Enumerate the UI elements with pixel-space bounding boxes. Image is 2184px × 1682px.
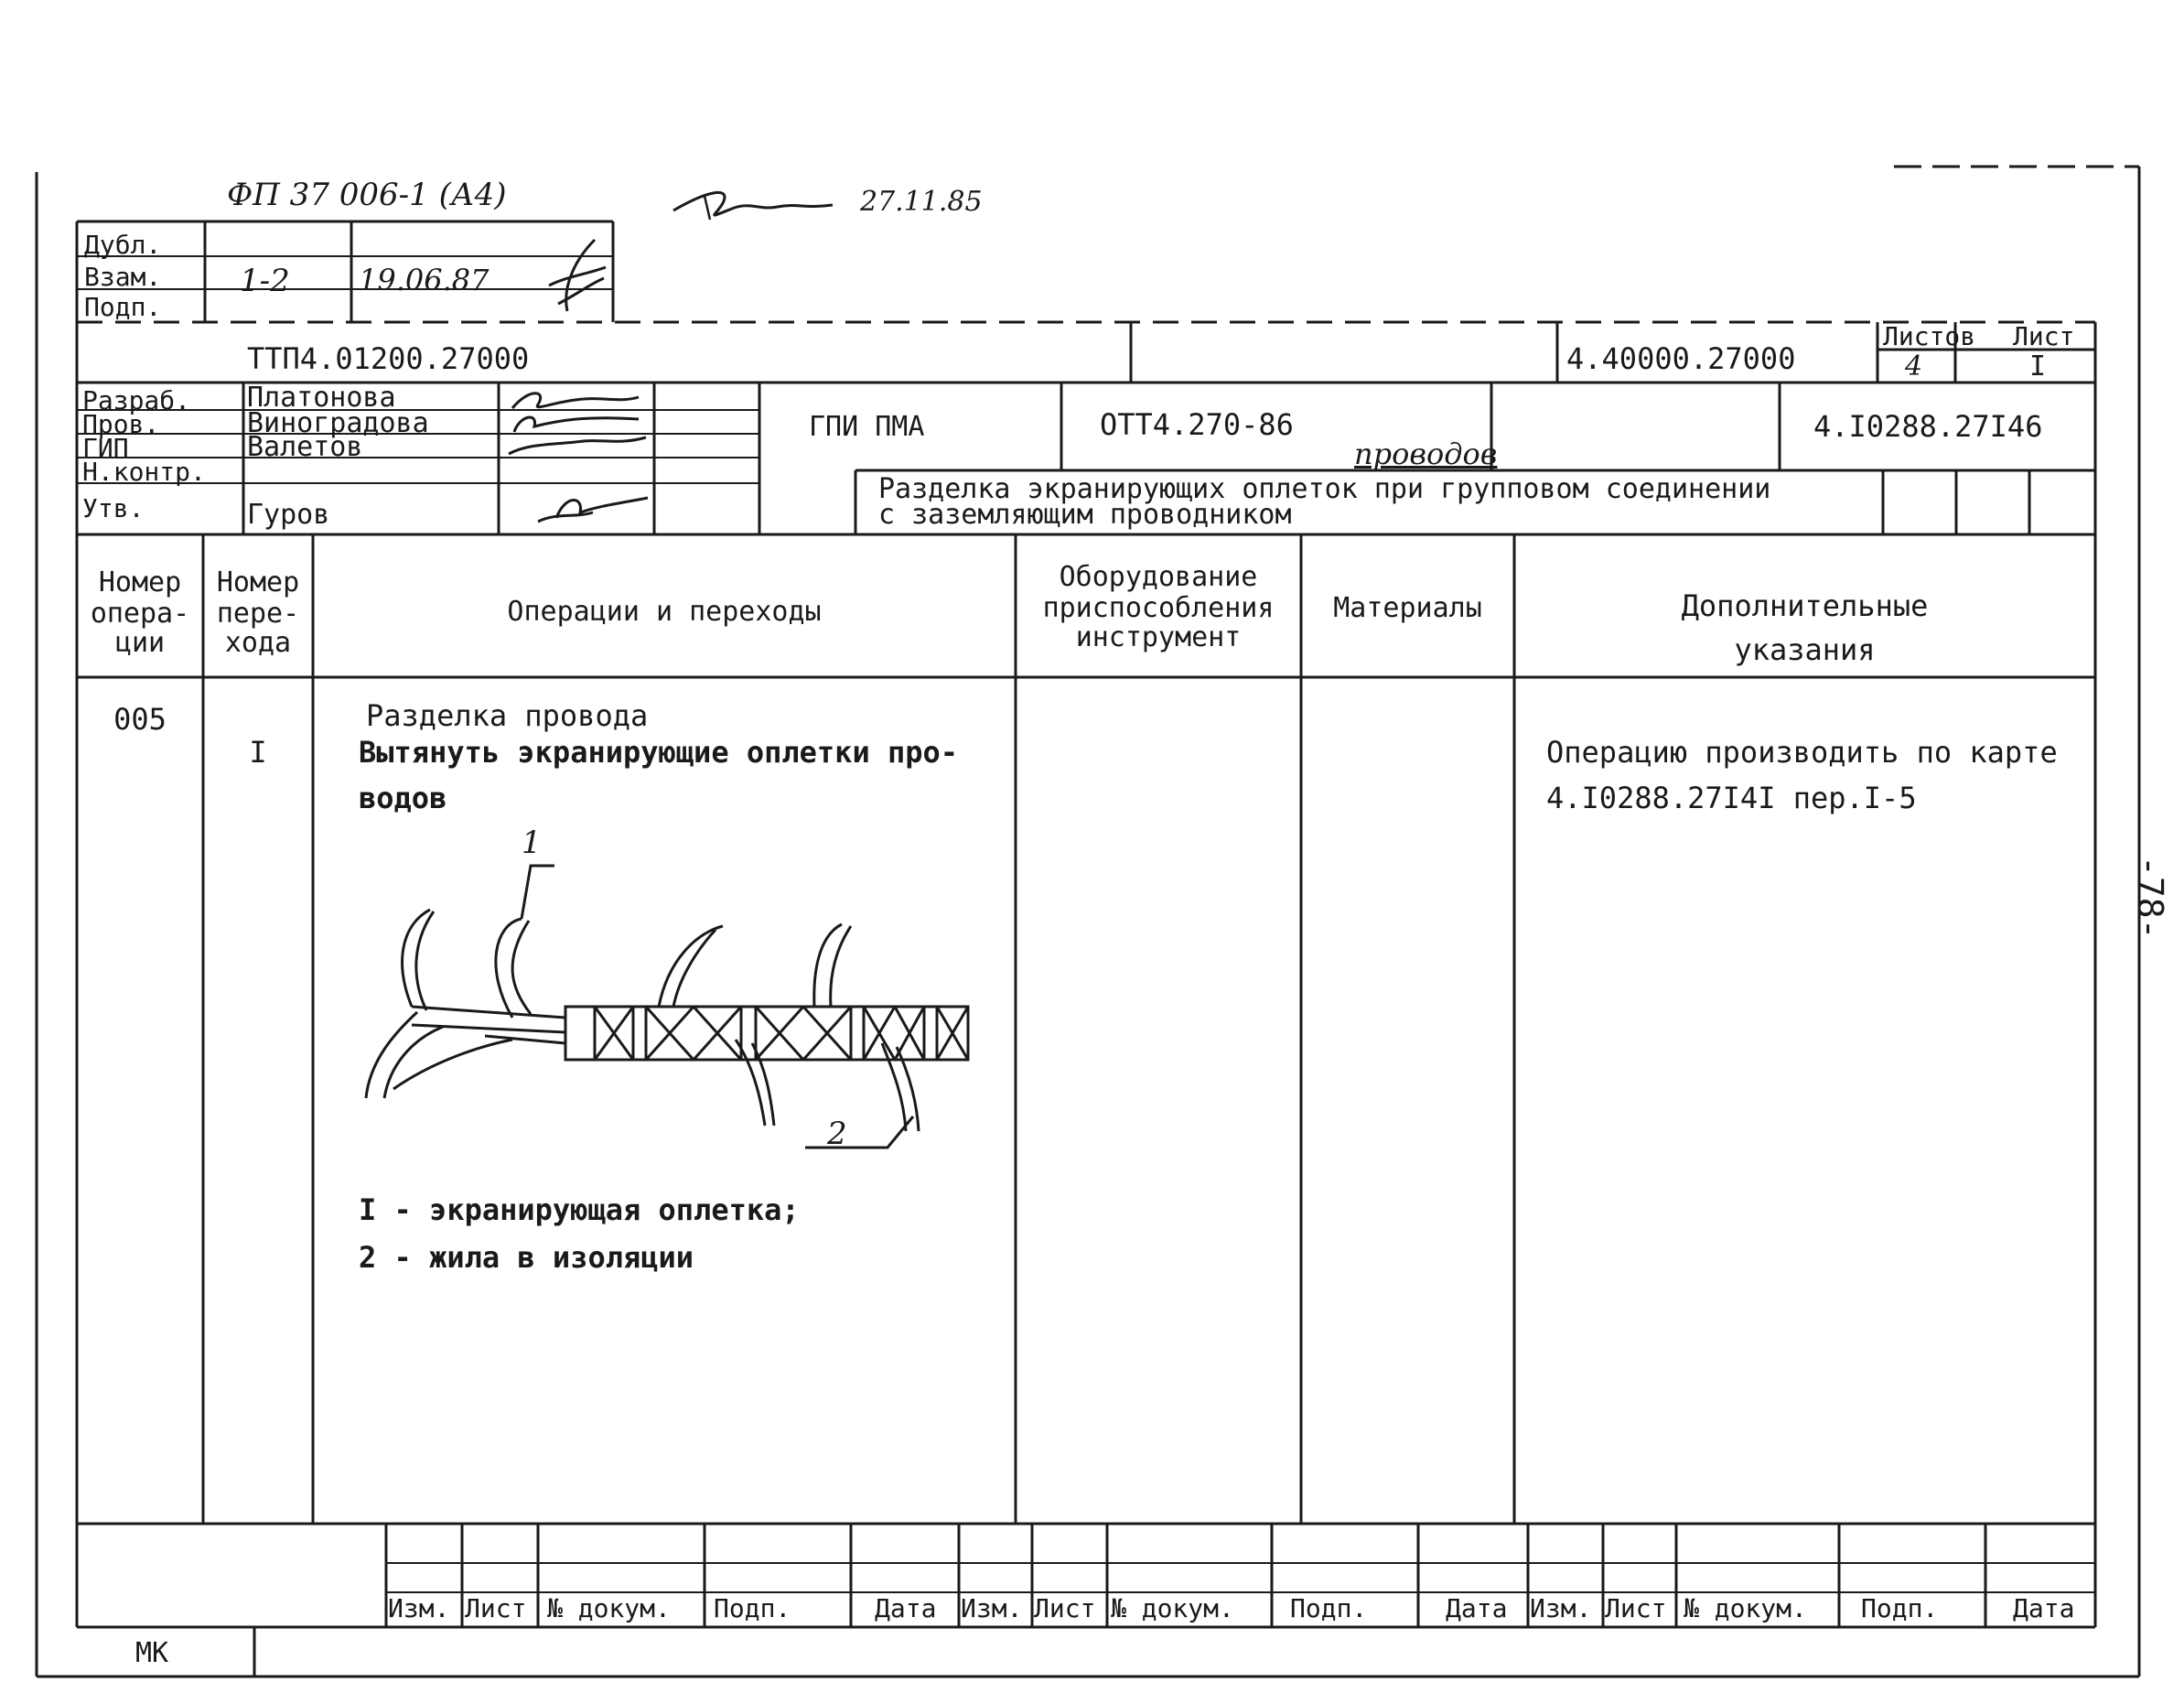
- header-equipment-3: инструмент: [1075, 621, 1242, 653]
- approval-signature: [668, 183, 842, 227]
- change-col-podp-3: Подп.: [1861, 1593, 1939, 1623]
- organization: ГПИ ПМА: [809, 411, 925, 443]
- change-col-podp-2: Подп.: [1290, 1593, 1368, 1623]
- operation-title: Разделка провода: [366, 698, 649, 733]
- doc-title-line1: Разделка экранирующих оплеток при групповом соединении: [878, 473, 1771, 505]
- change-col-doc-3: № докум.: [1684, 1593, 1807, 1623]
- standard-ref: ОТТ4.270-86: [1100, 407, 1294, 442]
- step-number: I: [249, 735, 267, 770]
- role-developer: Разраб.: [82, 385, 191, 415]
- header-op-number-1: Номер: [98, 566, 182, 598]
- role-chief-engineer: ГИП: [82, 433, 129, 463]
- header-notes-1: Дополнительные: [1681, 588, 1929, 623]
- shielded-cable-drawing: [357, 824, 988, 1153]
- legend-item-2: 2 - жила в изоляции: [359, 1240, 694, 1275]
- callout-2: 2: [827, 1116, 847, 1152]
- sheet-value: I: [2029, 350, 2047, 383]
- legend-item-1: I - экранирующая оплетка;: [359, 1192, 800, 1227]
- stamp-signature: [540, 231, 611, 318]
- stamp-date-handwritten: 19.06.87: [359, 263, 490, 297]
- sheets-count-label: Листов: [1883, 321, 1976, 351]
- doc-title-line2: с заземляющим проводником: [878, 499, 1292, 531]
- callout-1: 1: [522, 825, 542, 861]
- note-line2: 4.I0288.27I4I пер.I-5: [1546, 781, 1917, 815]
- change-col-list-1: Лист: [465, 1593, 527, 1623]
- header-step-number-1: Номер: [216, 566, 300, 598]
- role-approver: Утв.: [82, 493, 145, 523]
- header-op-number-2: опера-: [90, 598, 190, 630]
- change-col-list-3: Лист: [1605, 1593, 1667, 1623]
- header-step-number-2: пере-: [216, 598, 300, 630]
- form-code-handwritten: ФП 37 006-1 (А4): [227, 177, 507, 213]
- side-page-number: -78-: [2130, 856, 2170, 940]
- header-op-number-3: ции: [114, 627, 166, 659]
- name-developer: Платонова: [247, 382, 396, 414]
- header-operations: Операции и переходы: [507, 596, 822, 628]
- sheet-label: Лист: [2013, 321, 2075, 351]
- header-equipment-1: Оборудование: [1059, 561, 1258, 593]
- step-text-line1: Вытянуть экранирующие оплетки про-: [359, 735, 959, 770]
- stamp-label-podp: Подп.: [84, 292, 162, 322]
- change-col-date-1: Дата: [875, 1593, 937, 1623]
- note-line1: Операцию производить по карте: [1546, 735, 2058, 770]
- doc-number: 4.I0288.27I46: [1813, 409, 2043, 444]
- change-col-podp-1: Подп.: [714, 1593, 791, 1623]
- doc-code-left: ТТП4.01200.27000: [247, 341, 530, 376]
- change-col-date-2: Дата: [1446, 1593, 1508, 1623]
- name-checker: Виноградова: [247, 407, 429, 439]
- stamp-label-vzam: Взам.: [84, 262, 162, 292]
- signatures-scribbles: [501, 384, 652, 533]
- doc-code-right: 4.40000.27000: [1566, 341, 1796, 376]
- header-step-number-3: хода: [224, 627, 292, 659]
- header-materials: Материалы: [1333, 592, 1482, 624]
- change-col-list-2: Лист: [1034, 1593, 1096, 1623]
- change-col-doc-1: № докум.: [547, 1593, 671, 1623]
- approval-date-handwritten: 27.11.85: [860, 186, 983, 218]
- change-col-izm-3: Изм.: [1530, 1593, 1592, 1623]
- stamp-number-handwritten: 1-2: [240, 263, 290, 299]
- step-text-line2: водов: [359, 781, 447, 815]
- header-notes-2: указания: [1734, 632, 1876, 667]
- role-checker: Пров.: [82, 409, 160, 439]
- header-equipment-2: приспособления: [1042, 592, 1275, 624]
- role-norm-control: Н.контр.: [82, 457, 206, 487]
- form-type: МК: [135, 1637, 169, 1669]
- name-chief-engineer: Валетов: [247, 431, 363, 463]
- change-col-date-3: Дата: [2013, 1593, 2075, 1623]
- change-col-izm-1: Изм.: [388, 1593, 450, 1623]
- sheets-count-value: 4: [1905, 350, 1923, 383]
- correction-handwritten: проводов: [1354, 437, 1498, 471]
- change-col-doc-2: № докум.: [1111, 1593, 1234, 1623]
- stamp-label-dubl: Дубл.: [84, 230, 162, 260]
- change-col-izm-2: Изм.: [961, 1593, 1023, 1623]
- op-number: 005: [113, 702, 167, 737]
- name-approver: Гуров: [247, 499, 330, 531]
